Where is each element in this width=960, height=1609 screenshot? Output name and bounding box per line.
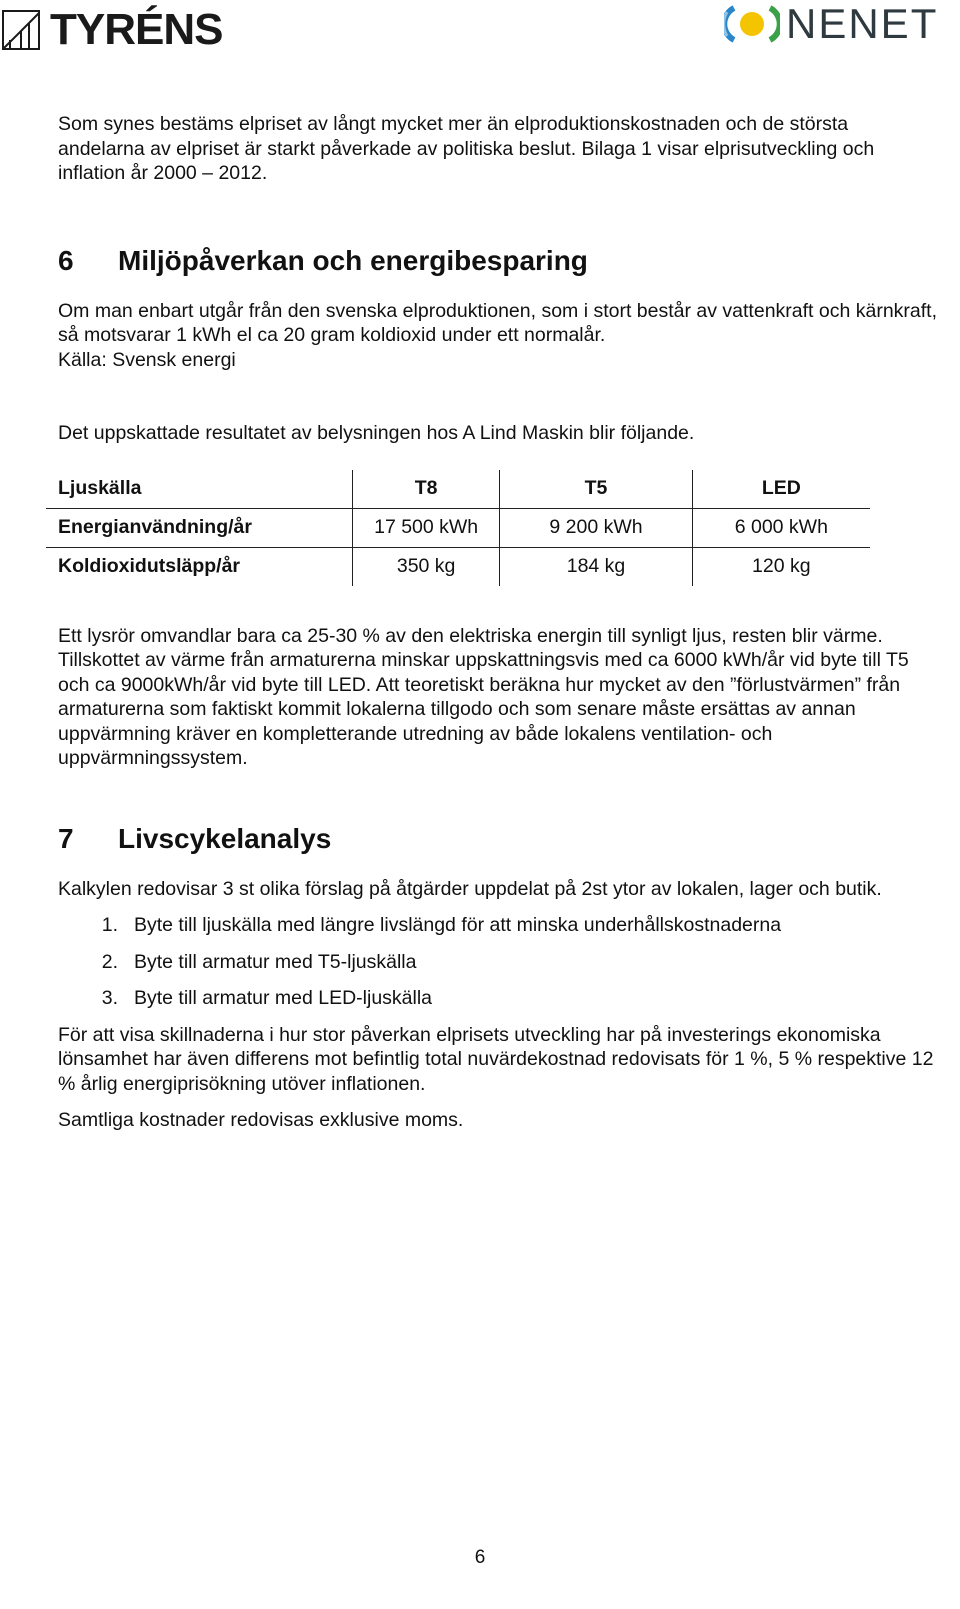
table-cell: 9 200 kWh xyxy=(499,509,691,547)
nenet-sun-icon xyxy=(724,2,780,46)
tyrens-logo xyxy=(2,5,223,54)
list-item xyxy=(58,913,938,938)
section-6-heading xyxy=(58,245,938,277)
table-cell: Energianvändning/år xyxy=(58,516,252,539)
table-row xyxy=(46,548,870,586)
section-7-heading xyxy=(58,823,938,855)
table-header-cell: T5 xyxy=(499,470,691,508)
section-7-number: 7 xyxy=(58,822,74,854)
document-body xyxy=(58,112,938,1133)
table-header-cell: T8 xyxy=(352,470,499,508)
section-6-paragraph-3: Ett lysrör omvandlar bara ca 25-30 % av den elektriska energin till synligt ljus, resten blir värme. Tillskottet av värme från armaturerna minskar uppskattningsvis med ca 6000 kWh/år vid byte till T5 och ca 9000kWh/år vid byte till LED. Att teoretiskt beräkna hur mycket av den ”förlustvärmen” från armaturerna som faktiskt kommit lokalerna tillgodo och som senare måste ersättas av annan uppvärmning kräver en kompletterande utredning av både lokalens ventilation- och uppvärmningssystem. xyxy=(58,624,909,769)
measures-list xyxy=(58,913,938,1011)
section-7-paragraph-3: Samtliga kostnader redovisas exklusive moms. xyxy=(58,1109,464,1131)
list-item xyxy=(58,950,938,975)
list-item xyxy=(58,986,938,1011)
tyrens-mark-icon xyxy=(2,10,40,50)
table-row xyxy=(46,509,870,548)
section-7-paragraph-1: Kalkylen redovisar 3 st olika förslag på åtgärder uppdelat på 2st ytor av lokalen, lager och butik. xyxy=(58,877,882,900)
table-header-cell: Ljuskälla xyxy=(58,477,142,500)
page-number: 6 xyxy=(474,1547,486,1568)
section-6-title: Miljöpåverkan och energibesparing xyxy=(118,244,588,276)
list-item-text: Byte till armatur med LED-ljuskälla xyxy=(134,987,433,1009)
table-cell: 17 500 kWh xyxy=(352,509,499,547)
table-cell: 350 kg xyxy=(352,548,499,586)
section-6-paragraph-2: Det uppskattade resultatet av belysningen hos A Lind Maskin blir följande. xyxy=(58,422,695,444)
results-table xyxy=(46,470,870,586)
page-header xyxy=(0,0,960,60)
section-6-source: Källa: Svensk energi xyxy=(58,348,236,371)
list-item-text: Byte till armatur med T5-ljuskälla xyxy=(134,950,417,973)
section-7-title: Livscykelanalys xyxy=(118,822,332,854)
section-6-number: 6 xyxy=(58,244,74,276)
intro-paragraph: Som synes bestäms elpriset av långt mycket mer än elproduktionskostnaden och de största andelarna av elpriset är starkt påverkade av politiska beslut. Bilaga 1 visar elprisutveckling och inflation år 2000 – 2012. xyxy=(58,113,875,184)
tyrens-logo-text: TYRÉNS xyxy=(50,5,223,54)
section-7-paragraph-2: För att visa skillnaderna i hur stor påverkan elprisets utveckling har på investerings ekonomiska lönsamhet har även differens mot befintlig total nuvärdekostnad redovisats för 1 %, 5 % respektive 12 % årlig energiprisökning utöver inflationen. xyxy=(58,1023,934,1095)
list-item-text: Byte till ljuskälla med längre livslängd för att minska underhållskostnaderna xyxy=(134,914,782,936)
table-cell: Koldioxidutsläpp/år xyxy=(58,555,241,578)
nenet-logo xyxy=(724,2,938,46)
section-6-paragraph-1: Om man enbart utgår från den svenska elproduktionen, som i stort består av vattenkraft och kärnkraft, så motsvarar 1 kWh el ca 20 gram koldioxid under ett normalår. xyxy=(58,299,938,346)
table-cell: 6 000 kWh xyxy=(692,509,870,547)
list-item-number: 3. xyxy=(101,987,118,1009)
table-header-cell: LED xyxy=(692,470,870,508)
table-header-row xyxy=(46,470,870,509)
list-item-number: 2. xyxy=(101,950,118,973)
nenet-logo-text: NENET xyxy=(786,0,939,47)
list-item-number: 1. xyxy=(101,914,118,936)
table-cell: 120 kg xyxy=(692,548,870,586)
table-cell: 184 kg xyxy=(499,548,691,586)
